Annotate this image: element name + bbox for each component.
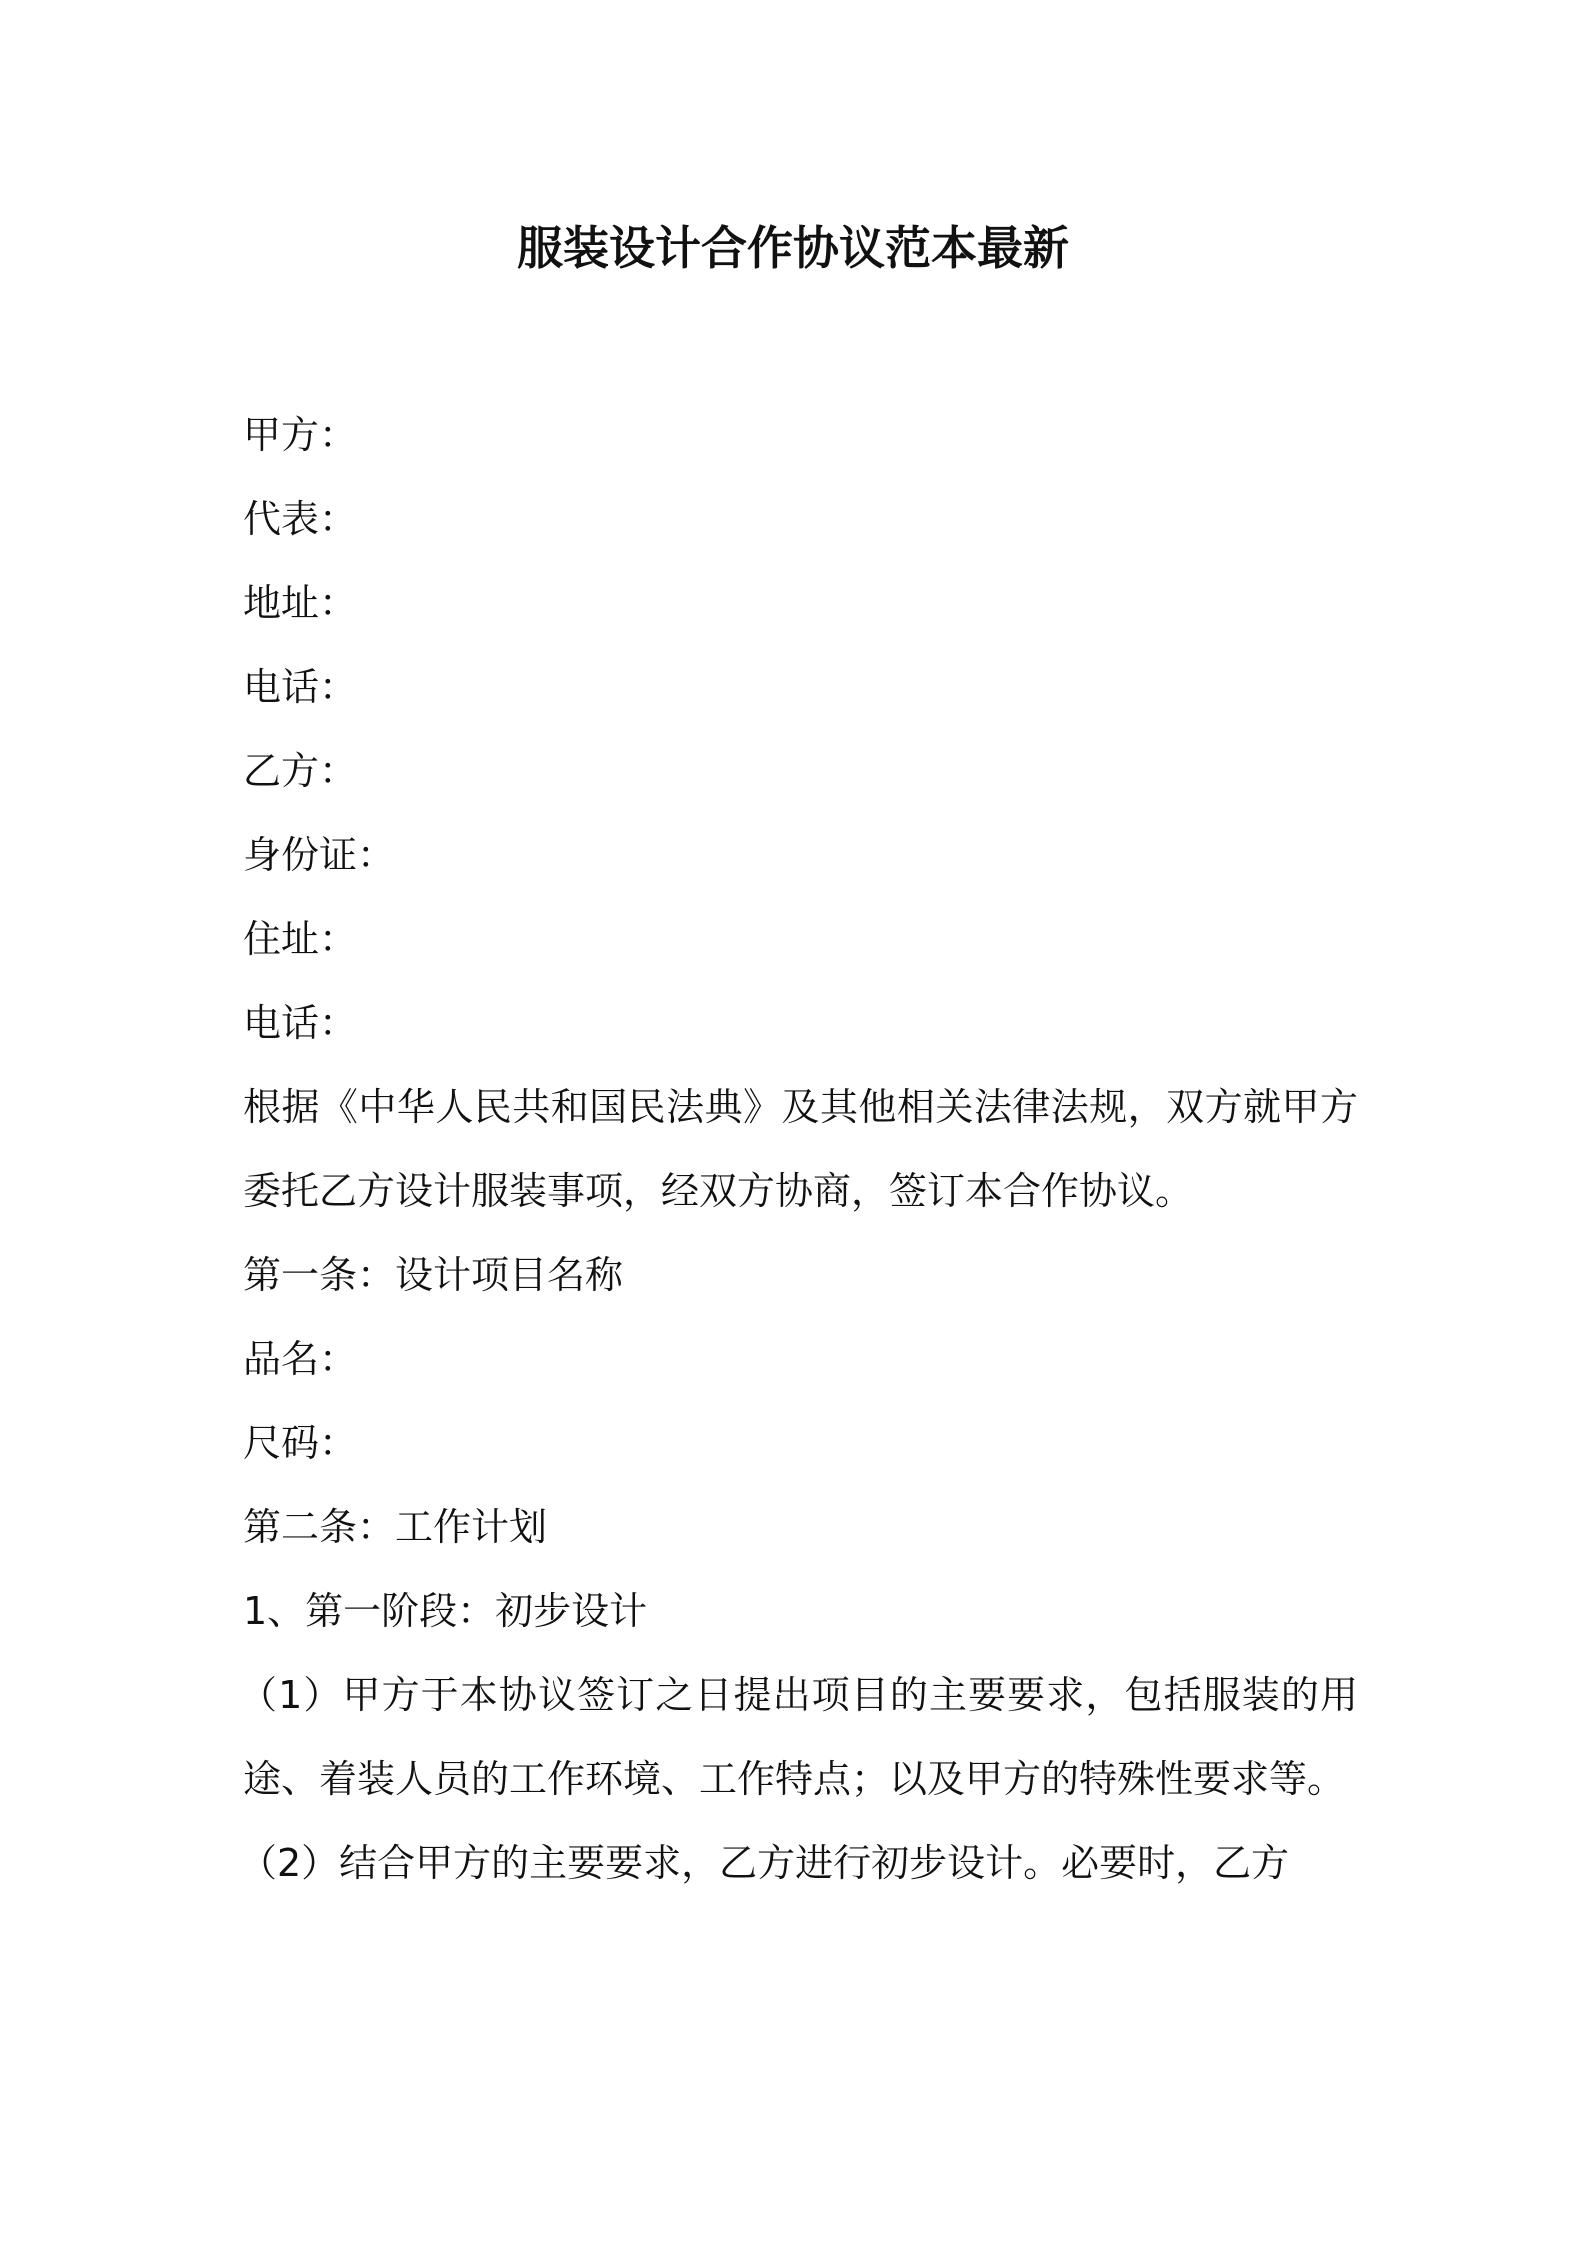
stage-1-item-2: （2）结合甲方的主要要求，乙方进行初步设计。必要时，乙方 xyxy=(239,1841,1290,1885)
size-label: 尺码： xyxy=(243,1421,358,1465)
party-b-label: 乙方： xyxy=(243,749,358,793)
party-b-phone-label: 电话： xyxy=(243,1001,358,1045)
preamble-paragraph: 根据《中华人民共和国民法典》及其他相关法律法规，双方就甲方委托乙方设计服装事项，经双方协商，签订本合作协议。 xyxy=(243,1085,1358,1213)
article-1-heading: 第一条：设计项目名称 xyxy=(243,1253,624,1297)
article-2-heading: 第二条：工作计划 xyxy=(243,1505,548,1549)
party-a-representative-label: 代表： xyxy=(243,497,358,541)
product-name-label: 品名： xyxy=(243,1337,358,1381)
party-b-id-label: 身份证： xyxy=(243,833,396,877)
document-body xyxy=(239,393,1358,1905)
party-b-residence-label: 住址： xyxy=(243,917,358,961)
stage-1-heading: 1、第一阶段：初步设计 xyxy=(243,1589,648,1633)
party-a-address-label: 地址： xyxy=(243,581,358,625)
document-title: 服装设计合作协议范本最新 xyxy=(517,221,1069,275)
party-a-phone-label: 电话： xyxy=(243,665,358,709)
stage-1-item-1: （1）甲方于本协议签订之日提出项目的主要要求，包括服装的用途、着装人员的工作环境、工作特点；以及甲方的特殊性要求等。 xyxy=(239,1673,1358,1801)
party-a-label: 甲方： xyxy=(243,413,358,457)
